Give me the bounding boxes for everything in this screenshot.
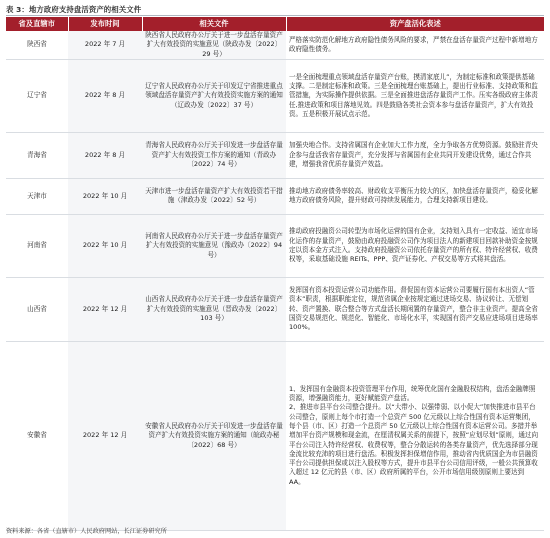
table-row (6, 59, 544, 132)
header-date: 发布时间 (68, 17, 142, 31)
header-document: 相关文件 (142, 17, 286, 31)
policy-documents-table (6, 17, 544, 531)
caption-divider (6, 15, 544, 16)
table-header-row (6, 17, 544, 31)
document-cell: 安徽省人民政府办公厅关于印发进一步盘活存量资产扩大有效投资实施方案的通知（皖政办秘〔2022〕68 号） (142, 341, 286, 530)
province-cell: 青海省 (6, 132, 68, 178)
province-cell: 天津市 (6, 178, 68, 214)
date-cell: 2022 年 12 月 (68, 341, 142, 530)
document-cell: 天津市进一步盘活存量资产扩大有效投资若干措施（津政办发〔2022〕52 号） (142, 178, 286, 214)
summary-cell: 加强央地合作。支持省属国有企业加大工作力度，全力争取各方优势资源。鼓励驻青央企参与盘活我省存量资产，充分发挥与省属国有企业共同开发建设优势，通过合作共建，增强我省优质存量资产效益。 (286, 132, 544, 178)
document-cell: 山西省人民政府办公厅关于进一步盘活存量资产扩大有效投资的实施意见（晋政办发〔2022〕103 号） (142, 277, 286, 341)
date-cell: 2022 年 10 月 (68, 214, 142, 277)
document-cell: 青海省人民政府办公厅关于印发进一步盘活存量资产扩大有效投资工作方案的通知（青政办〔2022〕74 号） (142, 132, 286, 178)
table-row (6, 31, 544, 59)
table-row (6, 277, 544, 341)
date-cell: 2022 年 12 月 (68, 277, 142, 341)
province-cell: 山西省 (6, 277, 68, 341)
province-cell: 河南省 (6, 214, 68, 277)
header-summary: 资产盘活化表述 (286, 17, 544, 31)
source-note: 资料来源：各省（直辖市）人民政府网站，长江证券研究所 (6, 528, 167, 535)
summary-cell: 推动地方政府债务率较高、财政收支平衡压力较大的区，加快盘活存量资产，稳妥化解地方政府债务风险，提升财政可持续发展能力，合理支持新项目建设。 (286, 178, 544, 214)
table-row (6, 214, 544, 277)
table-row (6, 341, 544, 530)
date-cell: 2022 年 10 月 (68, 178, 142, 214)
document-cell: 辽宁省人民政府办公厅关于印发辽宁省推进重点领域盘活存量资产扩大有效投资实施方案的通知（辽政办发〔2022〕37 号） (142, 59, 286, 132)
table-caption: 表 3：地方政府支持盘活资产的相关文件 (6, 5, 142, 14)
header-province: 省及直辖市 (6, 17, 68, 31)
document-cell: 陕西省人民政府办公厅关于进一步盘活存量资产扩大有效投资的实施意见（陕政办发〔2022〕29 号） (142, 31, 286, 59)
summary-cell: 1、发挥国有金融资本投资管理平台作用，统筹优化国有金融股权结构，盘活金融牌照资源，增强融资能力，更好赋能资产盘活。 2、推进市县平台公司整合提升。以“大带小、以强带弱、以小促大”加快推进市县平台公司整合，原则上每个市打造一个总资产 500 亿元级以上综合性国有资本运营集团，每个县（市、区）打造一个总资产 50 亿元级以上综合性国有资本运营公司。多措并举增加平台资产规模和现金流，在厘清权属关系的前提下，按照“应划尽划”原则，通过向平台公司注入特许经营权、收费权等，整合分散运转的各类存量资产，优先选择部分现金流比较充沛的项目进行盘活。积极发挥担保增信作用，推动省内优质国企为市县融资平台公司提供担保或以注入股权等方式，提升市县平台公司信用评级，一般公共预算收入超过 12 亿元的县（市、区）政府所属的平台，公开市场信用级别原则上要达到 AA。 (286, 341, 544, 530)
table-row (6, 132, 544, 178)
document-cell: 河南省人民政府办公厅关于进一步盘活存量资产扩大有效投资的实施意见（豫政办〔2022〕94 号） (142, 214, 286, 277)
summary-cell: 推动政府投融资公司转型为市场化运营的国有企业，支持划入具有一定收益、适宜市场化运作的存量资产，鼓励由政府投融资公司作为项目法人的新建项目回款补助资金按规定以资本金方式注入。支持政府投融资公司依托存量资产的所有权、特许经营权、收费权等，采取基础设施 REITs、PPP、资产证券化、产权交易等方式将其盘活。 (286, 214, 544, 277)
date-cell: 2022 年 7 月 (68, 31, 142, 59)
summary-cell: 发挥国有资本投资运营公司功能作用。督促国有资本运营公司要履行国有本出资人“管资本”职责，根据职能定位，规范省属企业按规定通过进场交易、协议转让、无偿划转、资产置换、联合整合等方式盘活长期闲置的存量资产，整合非主业资产。提高全省国资交易规范化、规范化、智能化、市场化水平，实现国有资产交易应进场项目进场率 100%。 (286, 277, 544, 341)
table-row (6, 178, 544, 214)
date-cell: 2022 年 8 月 (68, 59, 142, 132)
summary-cell: 严格落实防范化解地方政府隐性债务风险的要求，严禁在盘活存量资产过程中新增地方政府隐性债务。 (286, 31, 544, 59)
province-cell: 辽宁省 (6, 59, 68, 132)
province-cell: 陕西省 (6, 31, 68, 59)
summary-cell: 一是全面梳理重点领域盘活存量资产台账，摸清家底儿”，为制定标准和政策提供基础支撑。二是制定标准和政策。三是全面梳理台账基础上，提出行业标准、支持政策和监管措施，为实际操作提供依据。三是全面推进盘活存量资产工作。压实各级政府主体责任,推进政策和项目落地见效。四是鼓励各类社会资本参与盘活存量资产，扩大有效投资。五是积极开展试点示范。 (286, 59, 544, 132)
date-cell: 2022 年 8 月 (68, 132, 142, 178)
province-cell: 安徽省 (6, 341, 68, 530)
